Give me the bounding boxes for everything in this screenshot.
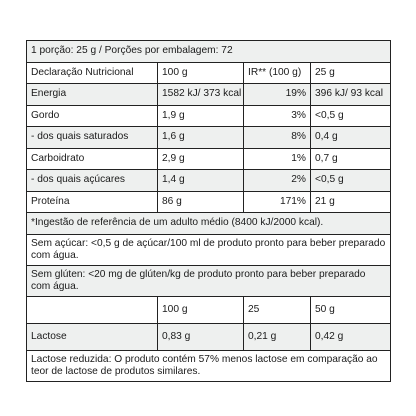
nutrient-name: - dos quais saturados [27, 127, 158, 149]
lactose-value-100g: 0,83 g [158, 323, 244, 350]
value-100g: 1,4 g [158, 170, 244, 192]
sugar-note-row [27, 234, 391, 265]
table-row [27, 170, 391, 192]
lactose-value-50g: 0,42 g [311, 323, 391, 350]
value-ir: 3% [244, 105, 311, 127]
value-ir: 171% [244, 191, 311, 213]
value-ir: 8% [244, 127, 311, 149]
serving-row [27, 41, 391, 63]
reference-footnote: *Ingestão de referência de um adulto médio (8400 kJ/2000 kcal). [27, 213, 391, 235]
nutrient-name: Carboidrato [27, 148, 158, 170]
lactose-header-100g: 100 g [158, 296, 244, 323]
nutrient-name: Energia [27, 84, 158, 106]
nutrient-name: - dos quais açúcares [27, 170, 158, 192]
value-100g: 1582 kJ/ 373 kcal [158, 84, 244, 106]
lactose-note-row [27, 350, 391, 381]
value-100g: 2,9 g [158, 148, 244, 170]
column-header-portion: 25 g [311, 62, 391, 84]
gluten-note-row [27, 265, 391, 296]
lactose-header-50g: 50 g [311, 296, 391, 323]
nutrient-name: Gordo [27, 105, 158, 127]
reduced-lactose-note: Lactose reduzida: O produto contém 57% menos lactose em comparação ao teor de lactose de produtos similares. [27, 350, 391, 381]
lactose-header-25: 25 [244, 296, 311, 323]
nutrition-table [26, 40, 391, 382]
column-header-100g: 100 g [158, 62, 244, 84]
table-row [27, 191, 391, 213]
table-row [27, 105, 391, 127]
value-portion: 396 kJ/ 93 kcal [311, 84, 391, 106]
column-header-row [27, 62, 391, 84]
value-portion: 0,4 g [311, 127, 391, 149]
value-100g: 1,9 g [158, 105, 244, 127]
table-row [27, 127, 391, 149]
value-100g: 1,6 g [158, 127, 244, 149]
value-portion: 0,7 g [311, 148, 391, 170]
lactose-header-row [27, 296, 391, 323]
column-header-declaration: Declaração Nutricional [27, 62, 158, 84]
value-100g: 86 g [158, 191, 244, 213]
value-portion: <0,5 g [311, 105, 391, 127]
value-ir: 19% [244, 84, 311, 106]
footnote-row [27, 213, 391, 235]
lactose-label: Lactose [27, 323, 158, 350]
nutrient-name: Proteína [27, 191, 158, 213]
value-portion: 21 g [311, 191, 391, 213]
serving-info: 1 porção: 25 g / Porções por embalagem: 72 [27, 41, 391, 63]
lactose-row [27, 323, 391, 350]
value-ir: 1% [244, 148, 311, 170]
column-header-ir: IR** (100 g) [244, 62, 311, 84]
lactose-header-blank [27, 296, 158, 323]
gluten-free-note: Sem glúten: <20 mg de glúten/kg de produto pronto para beber preparado com água. [27, 265, 391, 296]
table-row [27, 148, 391, 170]
table-row [27, 84, 391, 106]
lactose-value-25: 0,21 g [244, 323, 311, 350]
value-portion: <0,5 g [311, 170, 391, 192]
sugar-free-note: Sem açúcar: <0,5 g de açúcar/100 ml de produto pronto para beber preparado com água. [27, 234, 391, 265]
value-ir: 2% [244, 170, 311, 192]
